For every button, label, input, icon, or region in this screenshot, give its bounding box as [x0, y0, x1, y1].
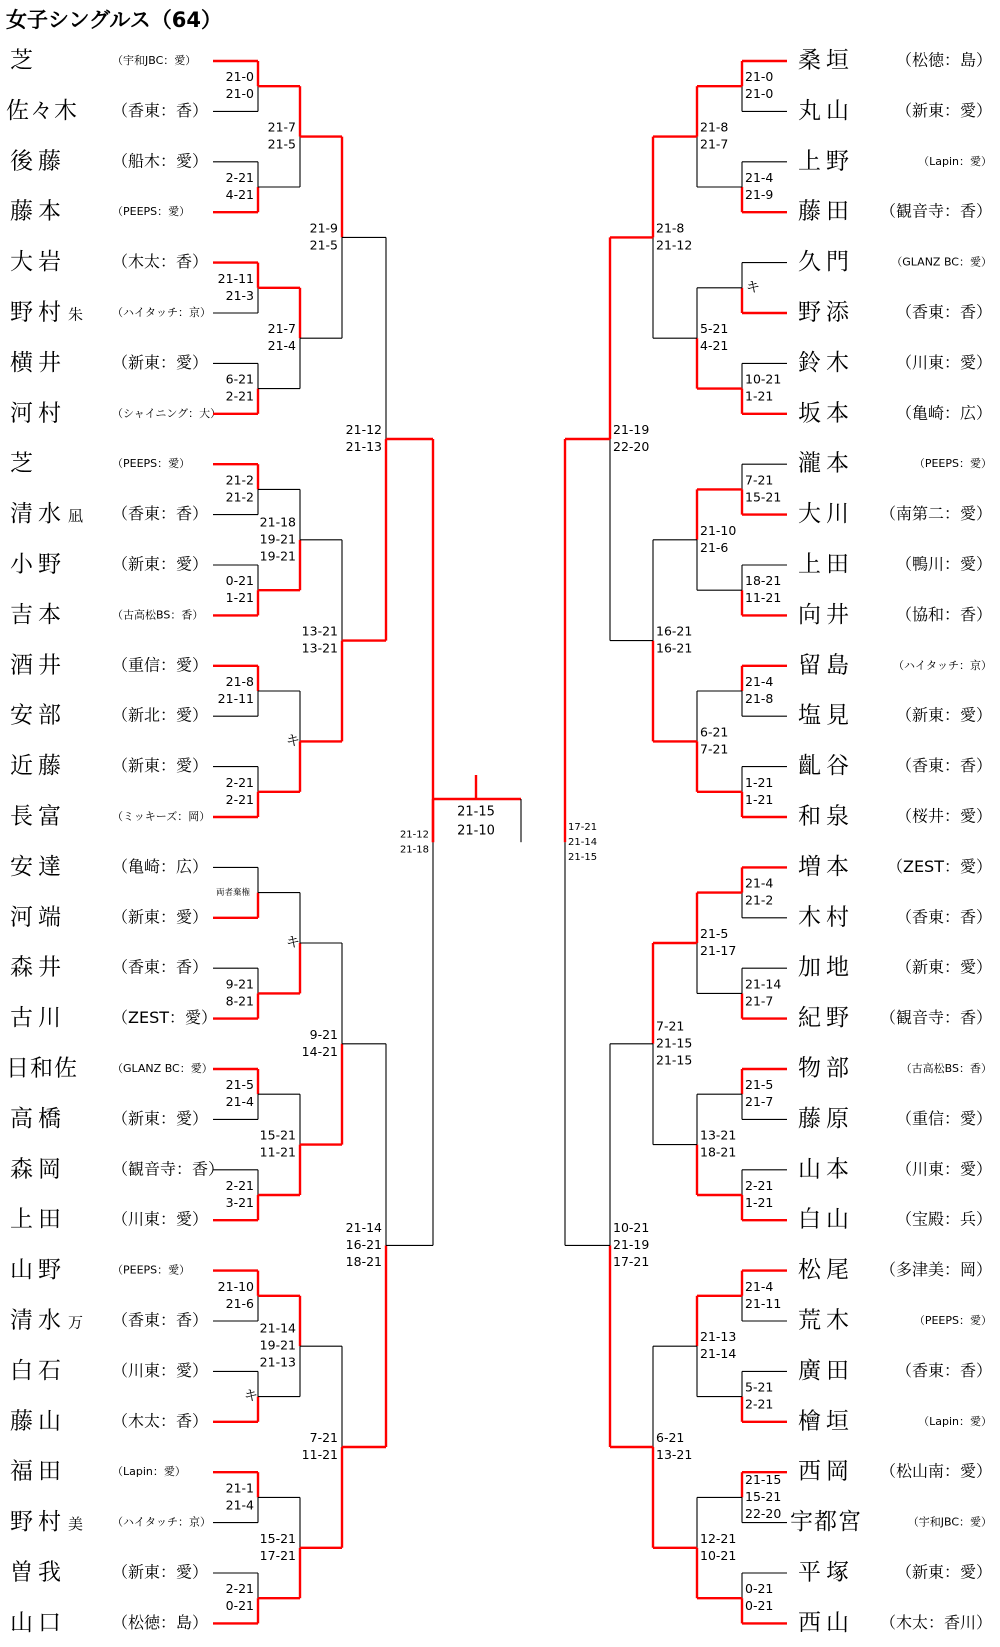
match-score: 21-4 [225, 1094, 254, 1110]
match-score: 21-8 [656, 220, 685, 236]
player-affiliation: （観音寺：香） [879, 201, 992, 221]
player-name: 河村 [10, 400, 66, 427]
player-name: 向井 [798, 601, 854, 628]
match-score: 21-2 [225, 489, 254, 505]
match-score: 21-4 [745, 170, 774, 185]
player-affiliation: （香東：香） [895, 302, 992, 322]
player-name: 福田 [10, 1458, 66, 1485]
match-score: 2-21 [225, 774, 254, 790]
match-score: 21-11 [217, 270, 254, 286]
match-score: 19-21 [259, 1337, 296, 1353]
player-affiliation: （木太：香） [112, 1411, 209, 1431]
player-name: 久門 [798, 249, 854, 276]
player-affiliation: （木太：香川） [879, 1612, 992, 1632]
player-affiliation: （Lapin：愛） [918, 1414, 992, 1428]
player-name: 齓谷 [798, 753, 854, 780]
match-score: 21-7 [700, 136, 729, 152]
match-score: 16-21 [345, 1236, 382, 1252]
match-score: 7-21 [700, 741, 729, 757]
match-score: 0-21 [745, 1598, 774, 1614]
match-score: 17-21 [568, 822, 598, 834]
match-score: 21-15 [745, 1471, 782, 1487]
player-affiliation: （宝殿：兵） [895, 1209, 992, 1229]
player-name: 安達 [10, 853, 66, 880]
match-score: 21-19 [613, 422, 650, 437]
match-score: 21-7 [745, 1094, 774, 1110]
match-score: 6-21 [656, 1430, 685, 1445]
player-affiliation: （南第二：愛） [879, 504, 992, 524]
page-title: 女子シングルス（64） [6, 8, 223, 32]
match-score: 7-21 [745, 472, 774, 488]
match-score: 21-4 [225, 1497, 254, 1513]
player-name: 留島 [798, 652, 854, 679]
player-affiliation: （ハイタッチ：京） [112, 306, 211, 319]
player-name: 野添 [798, 299, 854, 326]
player-name: 清水 [10, 1307, 66, 1334]
player-name: 佐々木 [6, 97, 78, 124]
match-score: 2-21 [225, 388, 254, 404]
player-name: 平塚 [798, 1559, 854, 1586]
final-score: 21-10 [457, 823, 495, 839]
walkover-mark: キ [286, 935, 300, 951]
match-score: 21-12 [656, 237, 693, 253]
match-score: 13-21 [700, 1127, 737, 1143]
player-affiliation: （香東：香） [112, 504, 209, 524]
match-score: 5-21 [745, 1379, 774, 1395]
match-score: 15-21 [259, 1127, 296, 1143]
match-score: 21-18 [259, 514, 296, 530]
match-score: 21-12 [399, 829, 429, 841]
match-score: 21-7 [267, 321, 296, 337]
player-name: 高橋 [10, 1105, 66, 1132]
match-score: 21-15 [568, 852, 598, 864]
match-score: 21-5 [309, 237, 338, 253]
player-affiliation: （亀崎：広） [112, 856, 209, 876]
player-name: 木村 [798, 904, 854, 931]
match-score: 2-21 [225, 1178, 254, 1193]
match-score: 21-7 [745, 993, 774, 1009]
match-score: 21-6 [700, 539, 729, 555]
match-score: 9-21 [309, 1026, 338, 1042]
match-score: 7-21 [309, 1430, 338, 1445]
match-score: 21-9 [745, 187, 774, 202]
player-affiliation: （宇和JBC：愛） [907, 1515, 992, 1529]
walkover-mark: キ [746, 279, 760, 296]
match-score: 1-21 [225, 590, 254, 606]
player-name: 上野 [798, 148, 854, 175]
player-affiliation: （協和：香） [895, 604, 992, 624]
player-affiliation: （新東：愛） [895, 100, 992, 120]
match-score: 21-11 [217, 691, 254, 706]
match-score: 4-21 [225, 187, 254, 202]
match-score: 13-21 [656, 1447, 693, 1462]
match-score: 0-21 [225, 573, 254, 589]
player-name: 西山 [798, 1609, 854, 1636]
match-score: 11-21 [745, 590, 782, 606]
player-affiliation: （Lapin：愛） [918, 154, 992, 168]
player-name: 瀧本 [798, 450, 854, 477]
player-affiliation: （新東：愛） [895, 1562, 992, 1582]
player-affiliation: （香東：香） [895, 907, 992, 927]
player-name: 森岡 [10, 1156, 66, 1183]
player-name: 松尾 [798, 1257, 854, 1284]
player-name: 紀野 [798, 1005, 854, 1032]
player-name: 清水 [10, 501, 66, 528]
match-score: 6-21 [700, 724, 729, 740]
player-affiliation: （新東：愛） [112, 1108, 209, 1128]
match-score: 21-14 [345, 1219, 382, 1235]
match-score: 15-21 [745, 489, 782, 505]
player-name: 丸山 [798, 97, 854, 124]
player-affiliation: （新東：愛） [112, 352, 209, 372]
player-affiliation: （PEEPS：愛） [112, 205, 191, 219]
player-affiliation: （香東：香） [112, 100, 209, 120]
player-affiliation: （松徳：島） [112, 1612, 209, 1632]
match-score: 21-17 [700, 943, 737, 958]
match-score: 21-3 [225, 287, 254, 303]
match-score: 21-1 [225, 1480, 254, 1496]
player-affiliation: （新東：愛） [112, 756, 209, 776]
player-name-suffix: 凪 [68, 507, 84, 526]
match-score: 22-20 [613, 439, 650, 454]
match-score: 21-11 [745, 1295, 782, 1311]
player-name: 横井 [10, 349, 66, 376]
match-score: 21-4 [745, 875, 774, 891]
player-affiliation: （Lapin：愛） [112, 1465, 186, 1479]
player-name: 古川 [10, 1005, 66, 1032]
player-name: 日和佐 [6, 1055, 78, 1082]
match-score: 21-5 [700, 926, 729, 941]
match-score: 21-19 [613, 1236, 650, 1252]
player-name: 桑垣 [798, 47, 854, 74]
player-affiliation: （松山南：愛） [879, 1461, 992, 1481]
player-affiliation: （GLANZ BC：愛） [891, 255, 992, 269]
player-name: 荒木 [798, 1307, 854, 1334]
player-affiliation: （亀崎：広） [895, 403, 992, 423]
match-score: 21-15 [656, 1035, 693, 1051]
player-affiliation: （川東：愛） [895, 352, 992, 372]
player-name: 河端 [10, 904, 66, 931]
match-score: 16-21 [656, 640, 693, 656]
player-name: 山野 [10, 1257, 66, 1284]
player-affiliation: （新東：愛） [895, 957, 992, 977]
match-score: 10-21 [745, 371, 782, 387]
player-affiliation: （古高松BS：香） [112, 608, 204, 622]
match-score: 13-21 [301, 640, 338, 656]
match-score: 2-21 [745, 1178, 774, 1193]
player-name: 大岩 [10, 249, 66, 276]
player-name-suffix: 美 [68, 1515, 84, 1534]
player-affiliation: （シャイニング：大） [112, 406, 222, 420]
player-affiliation: （川東：愛） [112, 1360, 209, 1380]
match-score: 21-8 [745, 691, 774, 706]
player-affiliation: （ハイタッチ：京） [112, 1515, 211, 1529]
match-score: 21-4 [267, 338, 296, 354]
player-affiliation: （観音寺：香） [112, 1159, 225, 1179]
match-score: 19-21 [259, 531, 296, 547]
player-name: 後藤 [10, 148, 66, 175]
player-affiliation: （重信：愛） [112, 655, 209, 675]
match-score: 1-21 [745, 791, 774, 807]
player-name: 和泉 [798, 803, 854, 830]
match-score: 16-21 [656, 623, 693, 639]
match-score: 21-5 [745, 1077, 774, 1093]
player-name: 上田 [798, 551, 854, 578]
player-affiliation: （多津美：岡） [879, 1260, 992, 1280]
match-score: 21-2 [745, 892, 774, 908]
match-score: 21-8 [225, 674, 254, 689]
player-affiliation: （ZEST：愛） [112, 1008, 218, 1028]
player-name-suffix: 万 [68, 1313, 84, 1332]
player-affiliation: （ハイタッチ：京） [893, 658, 992, 672]
player-name: 宇都宮 [790, 1509, 862, 1536]
match-score: 4-21 [700, 338, 729, 354]
match-score: 21-6 [225, 1295, 254, 1311]
match-score: 12-21 [700, 1530, 737, 1546]
match-score: 21-5 [267, 136, 296, 152]
match-score: 5-21 [700, 321, 729, 337]
player-name: 物部 [798, 1055, 854, 1082]
match-score: 19-21 [259, 548, 296, 564]
player-affiliation: （新北：愛） [112, 705, 209, 725]
player-affiliation: （香東：香） [895, 1360, 992, 1380]
match-score: 17-21 [613, 1253, 650, 1269]
player-name: 野村 [10, 1509, 66, 1536]
match-score: 0-21 [745, 1581, 774, 1597]
final-score: 21-15 [457, 804, 495, 820]
player-affiliation: （鴨川：愛） [895, 554, 992, 574]
player-affiliation: （桜井：愛） [895, 806, 992, 826]
player-name: 山口 [10, 1609, 66, 1636]
player-affiliation: （川東：愛） [895, 1159, 992, 1179]
match-score: 21-15 [656, 1052, 693, 1068]
match-score: 10-21 [613, 1219, 650, 1235]
player-affiliation: （新東：愛） [895, 705, 992, 725]
match-score: 22-20 [745, 1505, 782, 1521]
player-affiliation: （船木：愛） [112, 151, 209, 171]
match-score: 21-4 [745, 1278, 774, 1294]
player-name: 西岡 [798, 1458, 854, 1485]
player-affiliation: （PEEPS：愛） [112, 457, 191, 471]
match-score: 2-21 [225, 1581, 254, 1597]
match-score: 15-21 [259, 1530, 296, 1546]
player-name: 増本 [798, 853, 854, 880]
match-score: 7-21 [656, 1018, 685, 1034]
match-score: 21-13 [700, 1329, 737, 1345]
match-score: 21-13 [345, 439, 382, 454]
player-affiliation: （松徳：島） [895, 50, 992, 70]
match-score: 1-21 [745, 774, 774, 790]
match-score: 21-0 [225, 69, 254, 85]
match-score: 21-14 [745, 976, 782, 992]
match-score: 21-4 [745, 674, 774, 689]
match-score: 21-10 [700, 522, 737, 538]
match-score: 21-14 [568, 837, 598, 849]
player-affiliation: （香東：香） [895, 756, 992, 776]
player-name: 上田 [10, 1206, 66, 1233]
player-affiliation: （木太：香） [112, 252, 209, 272]
player-name: 山本 [798, 1156, 854, 1183]
match-score: 15-21 [745, 1488, 782, 1504]
match-score: 2-21 [225, 170, 254, 185]
player-affiliation: （観音寺：香） [879, 1008, 992, 1028]
match-score: 21-0 [745, 86, 774, 102]
match-score: 17-21 [259, 1547, 296, 1563]
player-name-suffix: 朱 [68, 305, 84, 324]
player-name: 藤本 [10, 198, 66, 225]
player-name: 藤田 [798, 198, 854, 225]
player-affiliation: （ZEST：愛） [886, 856, 992, 876]
player-name: 坂本 [798, 400, 854, 427]
player-name: 吉本 [10, 601, 66, 628]
player-name: 野村 [10, 299, 66, 326]
player-name: 廣田 [798, 1357, 854, 1384]
match-score: 11-21 [259, 1144, 296, 1160]
player-affiliation: （宇和JBC：愛） [112, 54, 197, 67]
player-name: 塩見 [798, 702, 854, 729]
walkover-mark: キ [286, 733, 300, 750]
match-score: 21-2 [225, 472, 254, 488]
match-score: 1-21 [745, 1195, 774, 1210]
match-score: 10-21 [700, 1547, 737, 1563]
match-score: 21-14 [259, 1320, 296, 1336]
player-name: 藤山 [10, 1408, 66, 1435]
double-withdrawal-label: 両者棄権 [216, 888, 251, 899]
player-affiliation: （ミッキーズ：岡） [112, 810, 211, 823]
player-affiliation: （香東：香） [112, 1310, 209, 1330]
player-name: 酒井 [10, 652, 66, 679]
match-score: 18-21 [700, 1144, 737, 1160]
walkover-mark: キ [244, 1388, 258, 1405]
match-score: 21-18 [399, 844, 429, 856]
match-score: 14-21 [301, 1043, 338, 1059]
player-affiliation: （川東：愛） [112, 1209, 209, 1229]
match-score: 1-21 [745, 388, 774, 404]
match-score: 6-21 [225, 371, 254, 387]
player-name: 加地 [798, 954, 854, 981]
player-affiliation: （PEEPS：愛） [913, 1314, 992, 1327]
player-affiliation: （PEEPS：愛） [913, 457, 992, 471]
match-score: 13-21 [301, 623, 338, 639]
match-score: 21-0 [745, 69, 774, 85]
player-affiliation: （新東：愛） [112, 554, 209, 574]
match-score: 21-14 [700, 1346, 737, 1362]
match-score: 21-12 [345, 422, 382, 437]
match-score: 21-5 [225, 1077, 254, 1093]
player-name: 安部 [10, 702, 66, 729]
match-score: 18-21 [745, 573, 782, 589]
match-score: 21-7 [267, 119, 296, 135]
match-score: 11-21 [301, 1447, 338, 1462]
player-name: 大川 [798, 501, 854, 528]
player-affiliation: （香東：香） [112, 957, 209, 977]
match-score: 21-8 [700, 119, 729, 135]
player-name: 檜垣 [798, 1408, 854, 1435]
player-name: 藤原 [798, 1105, 854, 1132]
match-score: 9-21 [225, 976, 254, 992]
match-score: 0-21 [225, 1598, 254, 1614]
player-name: 芝 [10, 47, 38, 74]
match-score: 21-9 [309, 220, 338, 236]
match-score: 8-21 [225, 993, 254, 1009]
player-affiliation: （新東：愛） [112, 907, 209, 927]
player-affiliation: （古高松BS：香） [900, 1062, 992, 1075]
player-name: 近藤 [10, 753, 66, 780]
player-name: 鈴木 [798, 349, 854, 376]
match-score: 21-13 [259, 1354, 296, 1370]
player-name: 森井 [10, 954, 66, 981]
player-name: 小野 [10, 551, 66, 578]
player-affiliation: （新東：愛） [112, 1562, 209, 1582]
player-affiliation: （重信：愛） [895, 1108, 992, 1128]
player-name: 芝 [10, 450, 38, 477]
player-affiliation: （PEEPS：愛） [112, 1263, 191, 1277]
match-score: 2-21 [225, 791, 254, 807]
match-score: 2-21 [745, 1396, 774, 1412]
match-score: 18-21 [345, 1253, 382, 1269]
match-score: 21-10 [217, 1278, 254, 1294]
player-name: 長富 [10, 803, 66, 830]
player-name: 白石 [10, 1357, 66, 1384]
match-score: 21-0 [225, 86, 254, 102]
match-score: 3-21 [225, 1195, 254, 1210]
player-name: 曽我 [10, 1559, 66, 1586]
player-name: 白山 [798, 1206, 854, 1233]
player-affiliation: （GLANZ BC：愛） [112, 1062, 213, 1075]
